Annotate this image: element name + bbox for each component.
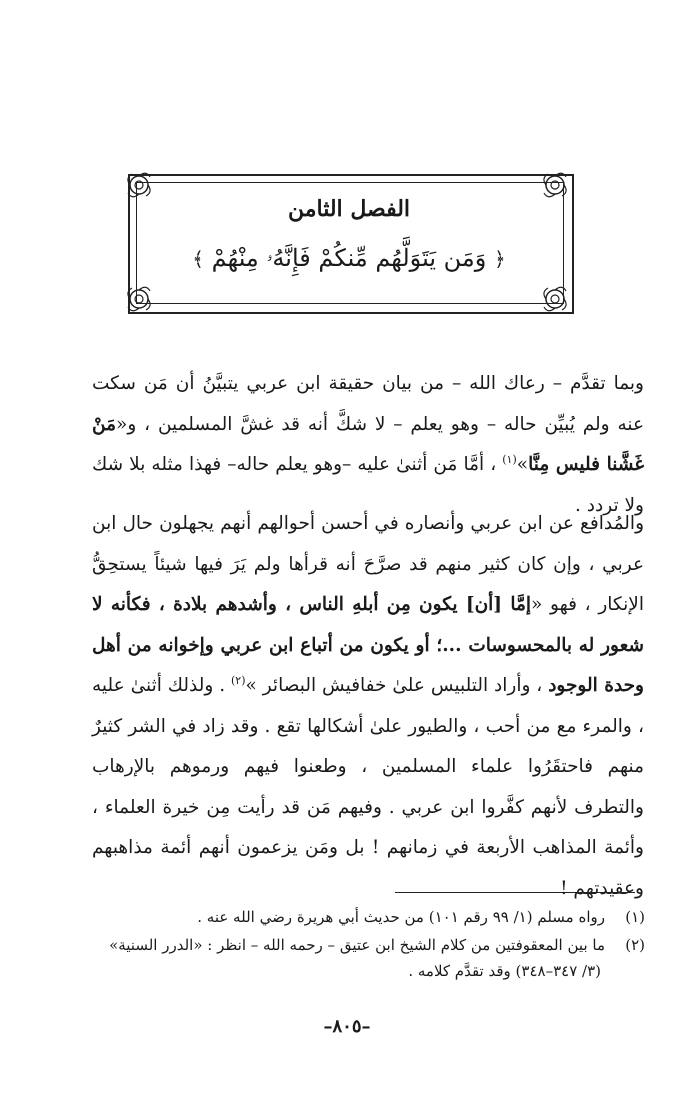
paragraph-text: . ولذلك أثنىٰ عليه ، والمرء مع من أحب ، والطيور علىٰ أشكالها تقع . وقد زاد في الشر كثيرٌ منهم فاحتقَرُوا علماء المسلمين ، وطعنوا فيهم ورموهم بالإرهاب والتطرف لأنهم كفَّروا ابن عربي . وفيهم مَن قد رأيت مِن خيرة العلماء ، وأئمة المذاهب الأربعة في زمانهم ! بل ومَن يزعمون أنهم أئمة مذاهبهم وعقيدتهم ! xyxy=(92,675,644,899)
footnote-number: (١) xyxy=(625,908,645,926)
paragraph-text: وبما تقدَّم – رعاك الله – من بيان حقيقة ابن عربي يتبيَّنُ أن مَن سكت عنه ولم يُبيِّن حاله – وهو يعلم – لا شكَّ أنه قد غشَّ المسلمين ، و« xyxy=(92,373,644,435)
paragraph-1 xyxy=(92,364,644,526)
paragraph-text: ، أمَّا مَن أثنىٰ عليه –وهو يعلم حاله– فهذا مثله بلا شك ولا تردد . xyxy=(92,454,644,516)
footnote-text-continued: (٣/ ٣٤٧–٣٤٨) وقد تقدَّم كلامه . xyxy=(408,962,601,980)
paragraph-2 xyxy=(92,504,644,909)
hadith-quote: مَنْ غَشَّنا فليس مِنَّا xyxy=(92,413,644,475)
footnote-text: ما بين المعقوفتين من كلام الشيخ ابن عتيق – رحمه الله – انظر : «الدرر السنية» xyxy=(109,936,605,954)
paragraph-text: والمُدافع عن ابن عربي وأنصاره في أحسن أحوالهم أنهم يجهلون حال ابن عربي ، وإن كان كثير منهم قد صرَّحَ أنه قرأها ولم يَرَ فيها شيئاً يستحِقُّ الإنكار ، فهو « xyxy=(92,513,644,615)
verse-open-bracket: ﴿ xyxy=(493,247,506,271)
footnote-number: (٢) xyxy=(625,936,645,954)
footnote xyxy=(60,932,645,984)
paragraph-text: ، وأراد التلبيس علىٰ خفافيش البصائر » xyxy=(245,675,549,696)
footnote xyxy=(60,904,645,930)
footnote-ref[interactable]: (١) xyxy=(502,452,517,466)
verse-close-bracket: ﴾ xyxy=(192,247,205,271)
chapter-title: الفصل الثامن xyxy=(287,196,411,222)
ornament-corner-icon xyxy=(538,282,572,316)
ornament-corner-icon xyxy=(122,282,156,316)
quoted-text: إمَّا [أن] يكون مِن أبلهِ الناس ، وأشدهم بلادة ، فكأنه لا شعور له بالمحسوسات ...؛ أو يكون من أتباع ابن عربي وإخوانه من أهل وحدة الوجود xyxy=(92,594,644,696)
footnote-text: رواه مسلم (١/ ٩٩ رقم ١٠١) من حديث أبي هريرة رضي الله عنه . xyxy=(197,908,605,926)
verse-text: وَمَن يَتَوَلَّهُم مِّنكُمْ فَإِنَّهُۥ مِنْهُمْ xyxy=(211,244,487,272)
paragraph-text: » xyxy=(516,454,529,475)
footnote-divider xyxy=(395,892,635,893)
page-number: –٨٠٥– xyxy=(323,1016,371,1037)
footnote-ref[interactable]: (٢) xyxy=(230,673,246,687)
quran-verse xyxy=(136,244,562,272)
